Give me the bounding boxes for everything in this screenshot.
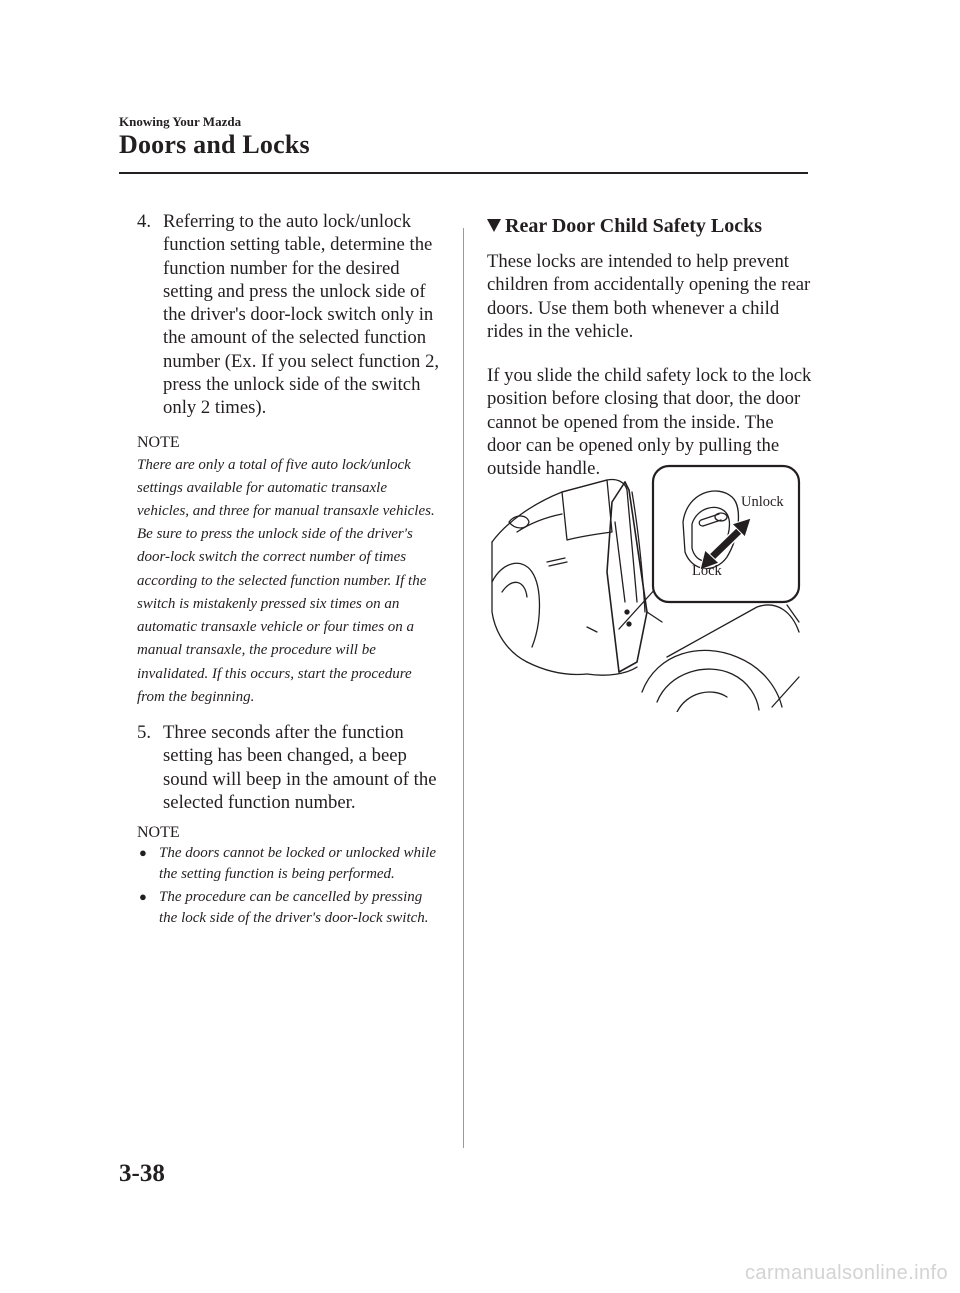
note-2-heading: NOTE bbox=[137, 824, 180, 842]
paragraph: If you slide the child safety lock to the lock position before closing that door, the door cannot be opened from the inside. The door can be opened only by pulling the outside handle. bbox=[487, 365, 812, 480]
lock-label: Lock bbox=[692, 563, 722, 579]
step-4-text: Referring to the auto lock/unlock function setting table, determine the function number for the desired setting and press the unlock side of the driver's door-lock switch only in the amount of the selected function number (Ex. If you select function 2, press the unlock side of the switch only 2 times). bbox=[163, 211, 440, 419]
step-4-number: 4. bbox=[137, 211, 152, 232]
step-4 bbox=[137, 210, 442, 420]
step-5-number: 5. bbox=[137, 721, 152, 743]
section-heading bbox=[487, 213, 812, 239]
right-column bbox=[487, 213, 812, 499]
paragraph: These locks are intended to help prevent children from accidentally opening the rear doors. Use them both whenever a child rides in the vehicle. bbox=[487, 251, 811, 342]
column-divider bbox=[463, 228, 464, 1148]
running-head: Knowing Your Mazda bbox=[119, 114, 242, 129]
note-1-text: There are only a total of five auto lock/unlock settings available for automatic transaxle vehicles, and three for manual transaxle vehicles. Be sure to press the unlock side of the driver's door-lock switch the correct number of times according to the selected function number. If the switch is mistakenly pressed six times on an automatic transaxle vehicle or four times on a manual transaxle, the procedure will be invalidated. If this occurs, start the procedure from the beginning. bbox=[137, 456, 435, 705]
note-2-bullet bbox=[137, 843, 442, 884]
left-column bbox=[137, 210, 442, 928]
section-title: Rear Door Child Safety Locks bbox=[505, 215, 763, 237]
note-2-bullet-text: The procedure can be cancelled by pressing the lock side of the driver's door-lock switch. bbox=[159, 889, 429, 926]
page-number: 3-38 bbox=[119, 1160, 165, 1187]
unlock-label: Unlock bbox=[741, 494, 784, 510]
bullet-icon: ● bbox=[139, 889, 147, 905]
bullet-icon: ● bbox=[139, 845, 147, 861]
note-2-bullet-text: The doors cannot be locked or unlocked while the setting function is being performed. bbox=[159, 845, 437, 882]
step-5-text: Three seconds after the function setting has been changed, a beep sound will beep in the amount of the selected function number. bbox=[163, 721, 437, 813]
section-triangle-icon bbox=[487, 219, 501, 232]
step-5 bbox=[137, 721, 442, 814]
footer-watermark[interactable]: carmanualsonline.info bbox=[745, 1262, 948, 1284]
child-lock-illustration bbox=[487, 462, 809, 712]
note-1-heading: NOTE bbox=[137, 433, 180, 451]
title-rule bbox=[119, 172, 808, 174]
car-door-illustration bbox=[487, 462, 809, 712]
note-2-bullet bbox=[137, 887, 442, 928]
page-title: Doors and Locks bbox=[119, 130, 310, 159]
